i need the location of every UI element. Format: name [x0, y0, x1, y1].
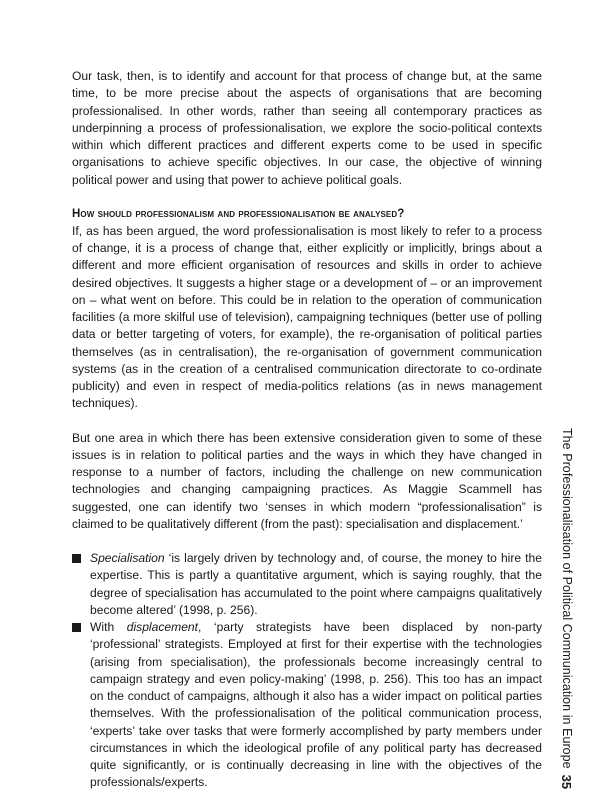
section-heading: How should professionalism and professionalisation be analysed? [72, 207, 405, 220]
running-footer [557, 428, 577, 790]
bullet-term: Specialisation [90, 551, 165, 565]
body-paragraph-1: If, as has been argued, the word professionalisation is most likely to refer to a process of change, it is a process of change that, either explicitly or implicitly, brings about a different and more efficient organisation of resources and skills in order to achieve desired objectives. It suggests a higher stage or a development of – or an improvement on – what went on before. This could be in relation to the operation of communication facilities (a more skilful use of television), campaigning techniques (better use of polling data or better targeting of voters, for example), the re-organisation of political parties themselves (as in centralisation), the re-organisation of government communication systems (as in the creation of a centralised communication directorate to co-ordinate publicity) and even in respect of media-politics relations (as in news management techniques). [72, 223, 542, 411]
bullet-item-specialisation [72, 550, 542, 619]
body-paragraph-2: But one area in which there has been extensive consideration given to some of these issues is in relation to political parties and the ways in which they have changed in response to a number of factors, including the challenge on new communication technologies and changing campaigning practices. As Maggie Scammell has suggested, one can identify two ‘senses in which modern “professionalisation” is claimed to be qualitatively different (from the past): specialisation and displacement.’ [72, 430, 542, 531]
running-title: The Professionalisation of Political Communication in Europe [560, 428, 574, 769]
page-body [72, 68, 542, 792]
spacer [72, 413, 542, 430]
bullet-list [72, 550, 542, 792]
bullet-term: displacement [126, 620, 199, 634]
spacer [72, 189, 542, 206]
square-bullet-icon [72, 623, 81, 632]
bullet-text: , ‘party strategists have been displaced by non-party ‘professional’ strategists. Employed at first for their expertise with the technologies (arising from specialisation), the professionals become increasingly central to campaign strategy and even policy-making’ (1998, p. 256). This too has an impact on the conduct of campaigns, although it also has a wider impact on political parties themselves. With the professionalisation of the political communication process, ‘experts’ take over tasks that were formerly accomplished by party members under circumstances in which the ideological profile of any political party has decreased quite significantly, or is continually decreasing in line with the objectives of the professionals/experts. [90, 620, 542, 790]
intro-paragraph: Our task, then, is to identify and account for that process of change but, at the same time, to be more precise about the aspects of organisations that are becoming professionalised. In other words, rather than seeing all contemporary practices as underpinning a process of professionalisation, we explore the socio-political contexts within which different practices and different experts come to be used in specific organisations to achieve specific objectives. In our case, the objective of winning political power and using that power to achieve political goals. [72, 69, 542, 187]
bullet-item-displacement [72, 619, 542, 792]
bullet-text: ‘is largely driven by technology and, of course, the money to hire the expertise. This is partly a quantitative argument, which is saying roughly, that the degree of specialisation has accumulated to the point where campaigns qualitatively become altered’ (1998, p. 256). [90, 551, 542, 617]
square-bullet-icon [72, 554, 81, 563]
bullet-lead: With [90, 620, 127, 634]
page-number: 35 [559, 774, 575, 790]
